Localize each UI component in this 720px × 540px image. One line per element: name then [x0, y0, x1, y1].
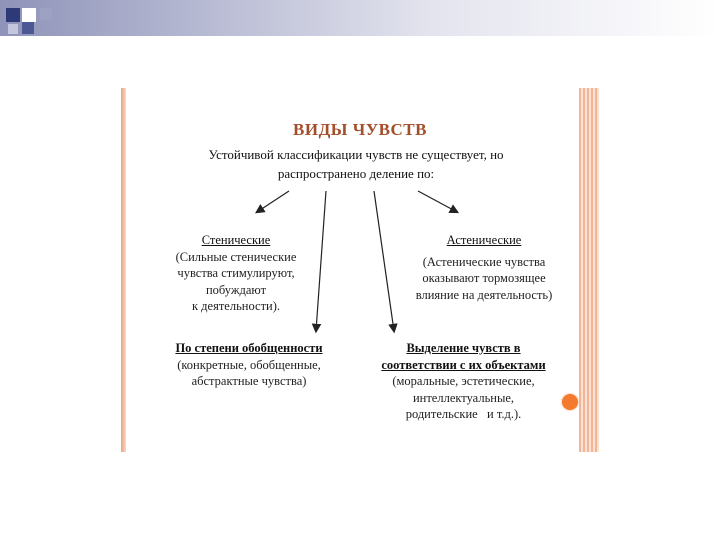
generality-heading: По степени обобщенности	[175, 341, 323, 355]
generality-line: (конкретные, обобщенные,	[177, 357, 321, 372]
top-decorative-band	[0, 0, 720, 36]
arrow-to-objects	[374, 191, 394, 331]
slide-image	[121, 88, 599, 452]
decorative-square	[22, 8, 36, 22]
asthenic-line: влияние на деятельность)	[415, 287, 553, 302]
objects-heading: Выделение чувств в	[406, 341, 521, 355]
slide-title: ВИДЫ ЧУВСТВ	[293, 120, 427, 139]
sthenic-line: побуждают	[205, 282, 267, 297]
sthenic-line: (Сильные стенические	[175, 249, 297, 264]
decorative-square	[8, 24, 18, 34]
objects-block	[361, 340, 566, 423]
decorative-square	[22, 22, 34, 34]
arrow-to-generality	[316, 191, 326, 331]
intro-line: Устойчивой классификации чувств не существует, но	[208, 147, 504, 162]
objects-line: родительские и т.д.).	[405, 407, 522, 421]
decorative-square	[40, 8, 52, 20]
arrow-to-asthenic	[418, 191, 457, 212]
intro-line: распространено деление по:	[277, 166, 435, 181]
objects-line: интеллектуальные,	[412, 390, 515, 405]
sthenic-block	[161, 232, 311, 315]
arrow-to-sthenic	[257, 191, 289, 212]
asthenic-block	[399, 232, 569, 303]
objects-line: (моральные, эстетические,	[392, 374, 535, 388]
sthenic-heading: Стенические	[201, 233, 271, 247]
asthenic-line: (Астенические чувства	[422, 254, 546, 269]
orange-accent-dot	[562, 394, 578, 410]
sthenic-line: чувства стимулируют,	[177, 266, 295, 280]
asthenic-heading: Астенические	[446, 233, 522, 247]
objects-heading: соответствии с их объектами	[381, 357, 546, 372]
asthenic-line: оказывают тормозящее	[422, 271, 546, 285]
decorative-square	[6, 8, 20, 22]
sthenic-line: к деятельности).	[191, 299, 281, 313]
generality-block	[159, 340, 339, 390]
generality-line: абстрактные чувства)	[191, 374, 307, 388]
